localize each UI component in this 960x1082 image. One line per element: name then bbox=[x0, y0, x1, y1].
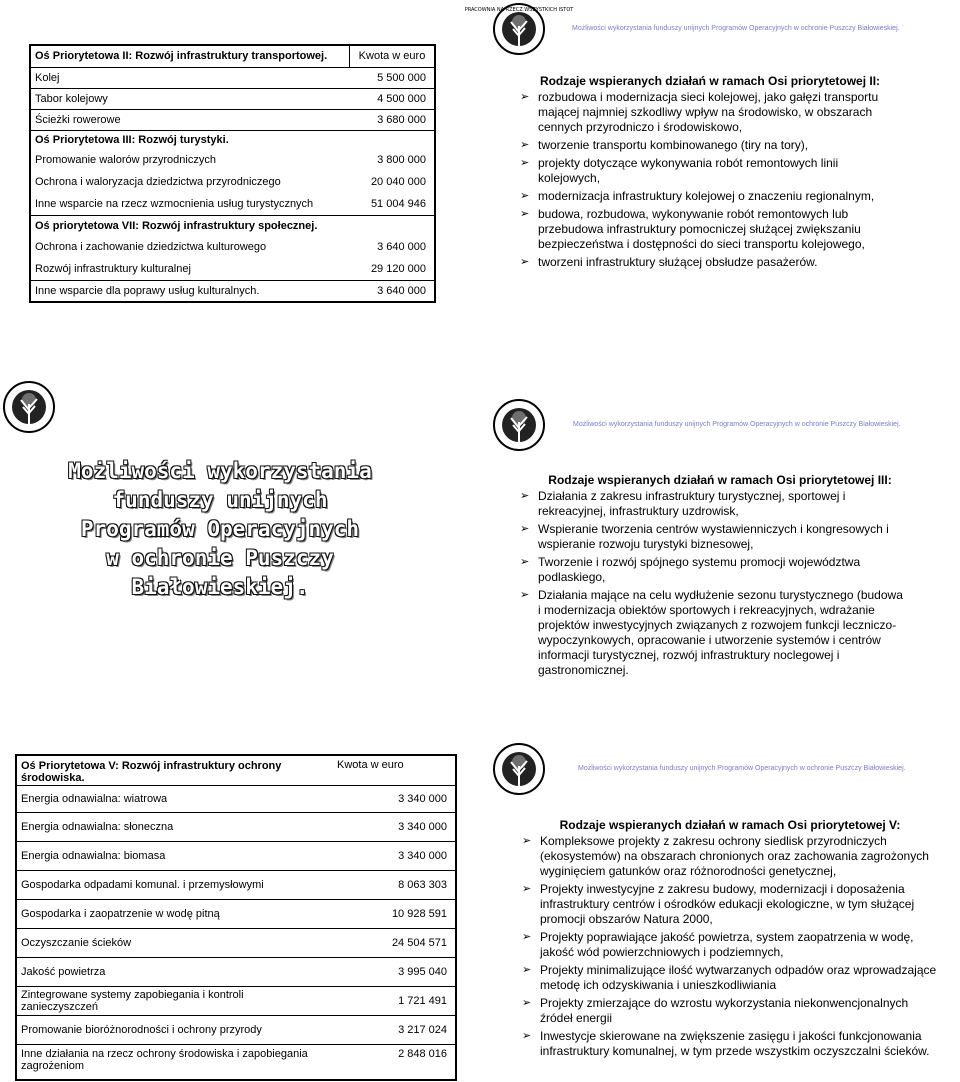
slide-header-text: Możliwości wykorzystania funduszy unijnych Programów Operacyjnych w ochronie Puszczy Białowieskiej. bbox=[572, 25, 900, 32]
table-row-label: Inne wsparcie dla poprawy usług kulturalnych. bbox=[30, 280, 350, 302]
arrow-bullet-icon: ➢ bbox=[522, 931, 532, 943]
arrow-bullet-icon: ➢ bbox=[520, 589, 530, 601]
organization-logo bbox=[492, 742, 546, 796]
slide-header-text: Możliwości wykorzystania funduszy unijnych Programów Operacyjnych w ochronie Puszczy Białowieskiej. bbox=[578, 765, 906, 772]
list-item: ➢ Projekty minimalizujące ilość wytwarzanych odpadów oraz wprowadzające metodę ich odzyskiwania i unieszkodliwiania bbox=[522, 963, 937, 992]
table-row-label: Promowanie bioróżnorodności i ochrony przyrody bbox=[16, 1015, 325, 1044]
slide-header-text: Możliwości wykorzystania funduszy unijnych Programów Operacyjnych w ochronie Puszczy Białowieskiej. bbox=[573, 421, 901, 428]
table-row-value: 51 004 946 bbox=[370, 197, 426, 210]
table-row-label: Promowanie walorów przyrodniczych bbox=[35, 154, 216, 166]
list-item: ➢ rozbudowa i modernizacja sieci kolejowej, jako gałęzi transportu mającej najmniej szkodliwy wpływ na środowisko, w obszarach cennych przyrodniczo i środowiskowo, bbox=[520, 90, 879, 134]
title-line: w ochronie Puszczy bbox=[106, 546, 334, 570]
list-item: ➢ projekty dotyczące wykonywania robót remontowych linii kolejowych, bbox=[520, 156, 839, 185]
list-item: ➢ tworzenie transportu kombinowanego (tiry na tory), bbox=[520, 138, 809, 152]
table-row-value: 3 800 000 bbox=[377, 154, 426, 166]
arrow-bullet-icon: ➢ bbox=[520, 139, 530, 151]
table-row-value: 3 340 000 bbox=[325, 841, 456, 870]
arrow-bullet-icon: ➢ bbox=[520, 157, 530, 169]
organization-logo bbox=[492, 398, 546, 452]
arrow-bullet-icon: ➢ bbox=[520, 523, 530, 535]
table-row-value: 3 995 040 bbox=[325, 957, 456, 986]
presentation-title bbox=[40, 457, 400, 602]
table-row-label: Ochrona i waloryzacja dziedzictwa przyrodniczego bbox=[35, 176, 281, 188]
arrow-bullet-icon: ➢ bbox=[522, 835, 532, 847]
slide-title-axis-5: Rodzaje wspieranych działań w ramach Osi priorytetowej V: bbox=[559, 818, 901, 832]
table-row-label: Inne wsparcie na rzecz wzmocnienia usług turystycznych bbox=[35, 197, 314, 210]
budget-table-axes-2-3-7 bbox=[29, 44, 436, 303]
table-header-amount: Kwota w euro bbox=[350, 45, 436, 67]
list-item: ➢ Wspieranie tworzenia centrów wystawienniczych i kongresowych i wspieranie rozwoju turystyki biznesowej, bbox=[520, 522, 889, 551]
arrow-bullet-icon: ➢ bbox=[520, 190, 530, 202]
table-row-label: Ścieżki rowerowe bbox=[30, 109, 350, 130]
list-item: ➢ Projekty zmierzające do wzrostu wykorzystania niekonwencjonalnych źródeł energii bbox=[522, 996, 909, 1025]
table-row-label: Zintegrowane systemy zapobiegania i kontroli zanieczyszczeń bbox=[16, 986, 325, 1015]
bullet-list-axis-5 bbox=[520, 834, 940, 1062]
table-row-value bbox=[350, 215, 436, 236]
title-line: Białowieskiej. bbox=[131, 575, 309, 599]
table-row-value: 1 721 491 bbox=[325, 986, 456, 1015]
list-item: ➢ Działania z zakresu infrastruktury turystycznej, sportowej i rekreacyjnej, infrastruktury uzdrowisk, bbox=[520, 489, 846, 518]
organization-logo bbox=[464, 2, 574, 56]
table-row-value: 2 848 016 bbox=[325, 1044, 456, 1080]
arrow-bullet-icon: ➢ bbox=[520, 556, 530, 568]
arrow-bullet-icon: ➢ bbox=[522, 1030, 532, 1042]
table-row-label: Oczyszczanie ścieków bbox=[16, 928, 325, 957]
organization-logo bbox=[2, 380, 56, 434]
table-row-value: 20 040 000 bbox=[370, 176, 426, 188]
table-section-heading: Oś Priorytetowa III: Rozwój turystyki. bbox=[30, 130, 350, 149]
table-row-label: Energia odnawialna: wiatrowa bbox=[16, 785, 325, 812]
table-header-amount: Kwota w euro bbox=[337, 759, 404, 771]
table-row-value: 3 640 000 bbox=[377, 241, 426, 253]
table-row-value: 8 063 303 bbox=[325, 870, 456, 899]
table-row-value: 3 680 000 bbox=[350, 109, 436, 130]
table-header-label: Oś Priorytetowa V: Rozwój infrastruktury ochrony środowiska. bbox=[21, 760, 282, 784]
table-row-label: Energia odnawialna: biomasa bbox=[16, 841, 325, 870]
table-row-value: 5 500 000 bbox=[350, 67, 436, 88]
table-row-label: Kolej bbox=[30, 67, 350, 88]
bullet-list-axis-3 bbox=[518, 489, 903, 681]
table-row-label: Jakość powietrza bbox=[16, 957, 325, 986]
list-item: ➢ modernizacja infrastruktury kolejowej o znaczeniu regionalnym, bbox=[520, 189, 875, 203]
table-row-value: 3 340 000 bbox=[325, 812, 456, 841]
list-item: ➢ Działania mające na celu wydłużenie sezonu turystycznego (budowa i modernizacja obiektów sportowych i rekreacyjnych, wdrażanie projektów inwestycyjnych związanych z rozwojem funkcji leczniczo-wypoczynkowych, opracowanie i utworzenie systemów i centrów informacji turystycznej, rozwój infrastruktury noclegowej i gastronomicznej. bbox=[520, 588, 903, 677]
bullet-list-axis-2 bbox=[518, 90, 898, 273]
list-item: ➢ Projekty poprawiające jakość powietrza, system zaopatrzenia w wodę, jakość wód powierzchniowych i podziemnych, bbox=[522, 930, 914, 959]
list-item: ➢ budowa, rozbudowa, wykonywanie robót remontowych lub przebudowa infrastruktury pomocniczej służącej zwiększaniu bezpieczeństwa i dostępności do sieci transportu kolejowego, bbox=[520, 207, 865, 251]
arrow-bullet-icon: ➢ bbox=[520, 91, 530, 103]
title-line: Możliwości wykorzystania bbox=[68, 459, 372, 483]
slide-title-axis-3: Rodzaje wspieranych działań w ramach Osi priorytetowej III: bbox=[548, 473, 892, 487]
logo-lettering: PRACOWNIA NA RZECZ WSZYSTKICH ISTOT bbox=[464, 7, 574, 13]
table-header-label: Oś Priorytetowa II: Rozwój infrastruktury transportowej. bbox=[35, 50, 328, 63]
title-line: Programów Operacyjnych bbox=[80, 517, 360, 541]
table-row-value: 3 340 000 bbox=[325, 785, 456, 812]
table-row-label: Gospodarka odpadami komunal. i przemysłowymi bbox=[16, 870, 325, 899]
table-row-value: 3 217 024 bbox=[325, 1015, 456, 1044]
slide-title-axis-2: Rodzaje wspieranych działań w ramach Osi priorytetowej II: bbox=[539, 74, 881, 88]
table-row-value: 4 500 000 bbox=[350, 88, 436, 109]
list-item: ➢ tworzeni infrastruktury służącej obsłudze pasażerów. bbox=[520, 255, 818, 269]
table-row-value: 24 504 571 bbox=[325, 928, 456, 957]
list-item: ➢ Inwestycje skierowane na zwiększenie zasięgu i jakości funkcjonowania infrastruktury komunalnej, w tym przede wszystkim oczyszczalni ścieków. bbox=[522, 1029, 930, 1058]
table-row-value: 10 928 591 bbox=[325, 899, 456, 928]
table-row-value: 29 120 000 bbox=[370, 262, 426, 275]
title-line: funduszy unijnych bbox=[112, 488, 328, 512]
list-item: ➢ Kompleksowe projekty z zakresu ochrony siedlisk przyrodniczych (ekosystemów) na obszarach chronionych oraz zachowania zagrożonych wyginięciem gatunków oraz różnorodności genetycznej, bbox=[522, 834, 929, 878]
table-section-heading: Oś priorytetowa VII: Rozwój infrastruktury społecznej. bbox=[30, 215, 350, 236]
table-row-label: Ochrona i zachowanie dziedzictwa kulturowego bbox=[35, 241, 267, 253]
table-row-label: Energia odnawialna: słoneczna bbox=[16, 812, 325, 841]
list-item: ➢ Tworzenie i rozwój spójnego systemu promocji województwa podlaskiego, bbox=[520, 555, 861, 584]
table-row-label: Inne działania na rzecz ochrony środowiska i zapobiegania zagrożeniom bbox=[16, 1044, 325, 1080]
arrow-bullet-icon: ➢ bbox=[522, 997, 532, 1009]
arrow-bullet-icon: ➢ bbox=[520, 490, 530, 502]
table-row-value: 3 640 000 bbox=[350, 280, 436, 302]
budget-table-axis-5 bbox=[15, 754, 457, 1081]
arrow-bullet-icon: ➢ bbox=[520, 208, 530, 220]
arrow-bullet-icon: ➢ bbox=[522, 883, 532, 895]
table-row-label: Rozwój infrastruktury kulturalnej bbox=[35, 262, 191, 275]
list-item: ➢ Projekty inwestycyjne z zakresu budowy, modernizacji i doposażenia infrastruktury centrów i ośrodków edukacji ekologiczne, w tym służącej promocji obszarów Natura 2000, bbox=[522, 882, 915, 926]
table-row-value bbox=[350, 130, 436, 149]
arrow-bullet-icon: ➢ bbox=[522, 964, 532, 976]
table-row-label: Gospodarka i zaopatrzenie w wodę pitną bbox=[16, 899, 325, 928]
table-row-label: Tabor kolejowy bbox=[30, 88, 350, 109]
arrow-bullet-icon: ➢ bbox=[520, 256, 530, 268]
